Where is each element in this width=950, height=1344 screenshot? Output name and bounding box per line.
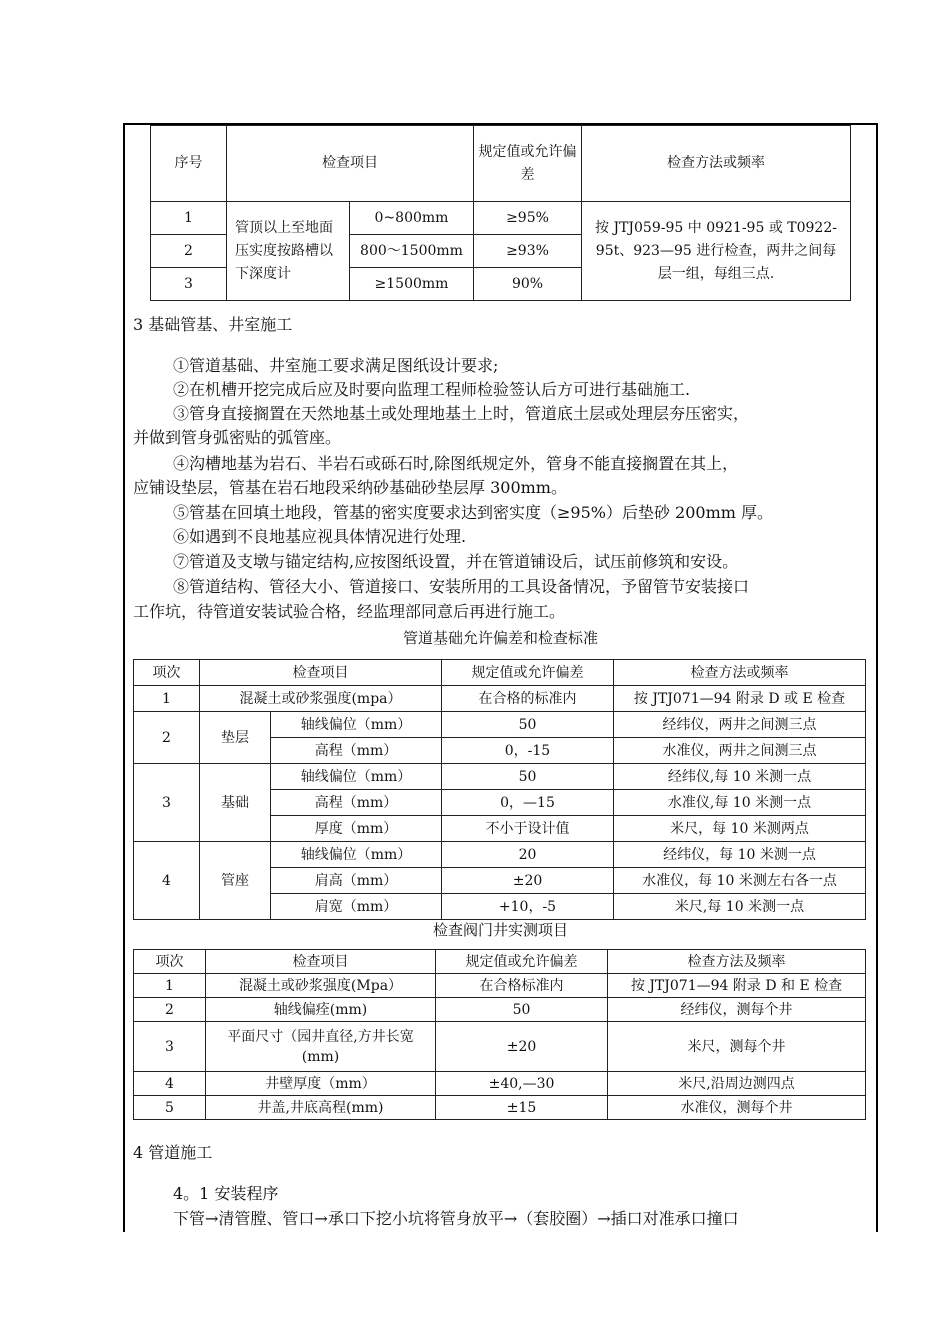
group-name: 管座 bbox=[200, 842, 271, 920]
row-value: ≥93% bbox=[474, 235, 582, 268]
row-method: 经纬仪,每 10 米测一点 bbox=[614, 764, 866, 790]
group-no: 3 bbox=[134, 764, 200, 842]
row-value: +10，-5 bbox=[442, 894, 614, 920]
row-value: ≥95% bbox=[474, 202, 582, 235]
row-no: 5 bbox=[134, 1096, 206, 1120]
row-value: ±40,—30 bbox=[436, 1072, 608, 1096]
paragraph-line: ④沟槽地基为岩石、半岩石或砾石时,除图纸规定外，管身不能直接搁置在其上， bbox=[173, 454, 739, 473]
page-frame bbox=[123, 123, 878, 1232]
row-method: 经纬仪，每 10 米测一点 bbox=[614, 842, 866, 868]
row-no: 1 bbox=[151, 202, 227, 235]
row-depth: ≥1500mm bbox=[350, 268, 474, 301]
row-no: 1 bbox=[134, 974, 206, 998]
paragraph-line: 应铺设垫层，管基在岩石地段采纳砂基础砂垫层厚 300mm。 bbox=[133, 478, 567, 497]
group-name: 垫层 bbox=[200, 712, 271, 764]
header-no: 项次 bbox=[134, 950, 206, 974]
row-depth: 0~800mm bbox=[350, 202, 474, 235]
row-no: 3 bbox=[134, 1022, 206, 1072]
row-item: 混凝土或砂浆强度(Mpa） bbox=[206, 974, 436, 998]
row-no: 2 bbox=[134, 998, 206, 1022]
paragraph-line: ①管道基础、井室施工要求满足图纸设计要求; bbox=[173, 356, 499, 375]
row-method: 水准仪，测每个井 bbox=[608, 1096, 866, 1120]
header-item: 检查项目 bbox=[227, 126, 474, 202]
row-item: 轴线偏位（mm） bbox=[271, 712, 442, 738]
header-item: 检查项目 bbox=[206, 950, 436, 974]
header-method: 检查方法或频率 bbox=[582, 126, 851, 202]
row-method: 水准仪,每 10 米测一点 bbox=[614, 790, 866, 816]
header-value: 规定值或允许偏差 bbox=[442, 660, 614, 686]
item-label: 管顶以上至地面压实度按路槽以下深度计 bbox=[227, 202, 350, 301]
row-value: ±20 bbox=[442, 868, 614, 894]
table-2-caption: 管道基础允许偏差和检查标准 bbox=[402, 629, 598, 647]
row-no: 3 bbox=[151, 268, 227, 301]
row-value: 50 bbox=[442, 764, 614, 790]
row-no: 1 bbox=[134, 686, 200, 712]
paragraph-line: ②在机槽开挖完成后应及时要向监理工程师检验签认后方可进行基础施工. bbox=[173, 380, 691, 399]
compaction-table bbox=[150, 125, 851, 301]
header-method: 检查方法或频率 bbox=[614, 660, 866, 686]
row-item: 井壁厚度（mm） bbox=[206, 1072, 436, 1096]
row-value: 在合格标准内 bbox=[436, 974, 608, 998]
row-method: 米尺，测每个井 bbox=[608, 1022, 866, 1072]
row-method: 米尺，每 10 米测两点 bbox=[614, 816, 866, 842]
row-value: 在合格的标准内 bbox=[442, 686, 614, 712]
header-no: 序号 bbox=[151, 126, 227, 202]
row-value: 0，-15 bbox=[442, 738, 614, 764]
paragraph-line: ⑧管道结构、管径大小、管道接口、安装所用的工具设备情况，予留管节安装接口 bbox=[173, 577, 750, 596]
paragraph-line: ⑤管基在回填土地段，管基的密实度要求达到密实度（≥95%）后垫砂 200mm 厚。 bbox=[173, 503, 774, 522]
row-method: 经纬仪，测每个井 bbox=[608, 998, 866, 1022]
row-item: 轴线偏位（mm） bbox=[271, 842, 442, 868]
group-no: 2 bbox=[134, 712, 200, 764]
row-no: 2 bbox=[151, 235, 227, 268]
row-method: 经纬仪，两井之间测三点 bbox=[614, 712, 866, 738]
header-no: 项次 bbox=[134, 660, 200, 686]
paragraph-line: ⑦管道及支墩与锚定结构,应按图纸设置，并在管道铺设后，试压前修筑和安设。 bbox=[173, 552, 739, 571]
header-method: 检查方法及频率 bbox=[608, 950, 866, 974]
paragraph-line: 并做到管身弧密贴的弧管座。 bbox=[133, 428, 342, 447]
row-value: 0，—15 bbox=[442, 790, 614, 816]
row-method: 按 JTJ071—94 附录 D 和 E 检查 bbox=[608, 974, 866, 998]
row-value: ±20 bbox=[436, 1022, 608, 1072]
paragraph-line: 工作坑，待管道安装试验合格，经监理部同意后再进行施工。 bbox=[133, 602, 566, 621]
method-cell: 按 JTJ059-95 中 0921-95 或 T0922-95t、923—95 进行检查，两井之间每层一组，每组三点. bbox=[582, 202, 851, 301]
row-item: 高程（mm） bbox=[271, 738, 442, 764]
row-item: 厚度（mm） bbox=[271, 816, 442, 842]
subsection-heading: 4。1 安装程序 bbox=[173, 1184, 279, 1203]
row-value: 不小于设计值 bbox=[442, 816, 614, 842]
group-no: 4 bbox=[134, 842, 200, 920]
row-value: 90% bbox=[474, 268, 582, 301]
table-3-caption: 检查阀门井实测项目 bbox=[432, 921, 568, 939]
row-value: 50 bbox=[436, 998, 608, 1022]
row-item: 轴线偏痊(mm) bbox=[206, 998, 436, 1022]
row-item: 轴线偏位（mm） bbox=[271, 764, 442, 790]
row-value: ±15 bbox=[436, 1096, 608, 1120]
group-name: 基础 bbox=[200, 764, 271, 842]
row-item: 混凝土或砂浆强度(mpa） bbox=[200, 686, 442, 712]
section-3-heading: 3 基础管基、井室施工 bbox=[133, 315, 293, 334]
valve-well-table bbox=[133, 949, 866, 1120]
paragraph-line: ③管身直接搁置在天然地基土或处理地基土上时，管道底土层或处理层夯压密实， bbox=[173, 404, 750, 423]
header-value: 规定值或允许偏差 bbox=[474, 126, 582, 202]
row-item: 井盖,井底高程(mm) bbox=[206, 1096, 436, 1120]
row-method: 按 JTJ071—94 附录 D 或 E 检查 bbox=[614, 686, 866, 712]
row-depth: 800～1500mm bbox=[350, 235, 474, 268]
row-value: 50 bbox=[442, 712, 614, 738]
header-item: 检查项目 bbox=[200, 660, 442, 686]
row-value: 20 bbox=[442, 842, 614, 868]
row-method: 米尺,沿周边测四点 bbox=[608, 1072, 866, 1096]
row-method: 水准仪，每 10 米测左右各一点 bbox=[614, 868, 866, 894]
row-item: 肩宽（mm） bbox=[271, 894, 442, 920]
paragraph-line: 下管→清管膛、管口→承口下挖小坑将管身放平→（套胶圈）→插口对准承口撞口 bbox=[173, 1209, 739, 1228]
paragraph-line: ⑥如遇到不良地基应视具体情况进行处理. bbox=[173, 527, 467, 546]
row-item: 平面尺寸（园井直径,方井长宽(mm) bbox=[206, 1022, 436, 1072]
row-item: 高程（mm） bbox=[271, 790, 442, 816]
section-4-heading: 4 管道施工 bbox=[133, 1143, 213, 1162]
row-method: 米尺,每 10 米测一点 bbox=[614, 894, 866, 920]
row-no: 4 bbox=[134, 1072, 206, 1096]
row-method: 水准仪，两井之间测三点 bbox=[614, 738, 866, 764]
header-value: 规定值或允许偏差 bbox=[436, 950, 608, 974]
foundation-table bbox=[133, 659, 866, 920]
row-item: 肩高（mm） bbox=[271, 868, 442, 894]
